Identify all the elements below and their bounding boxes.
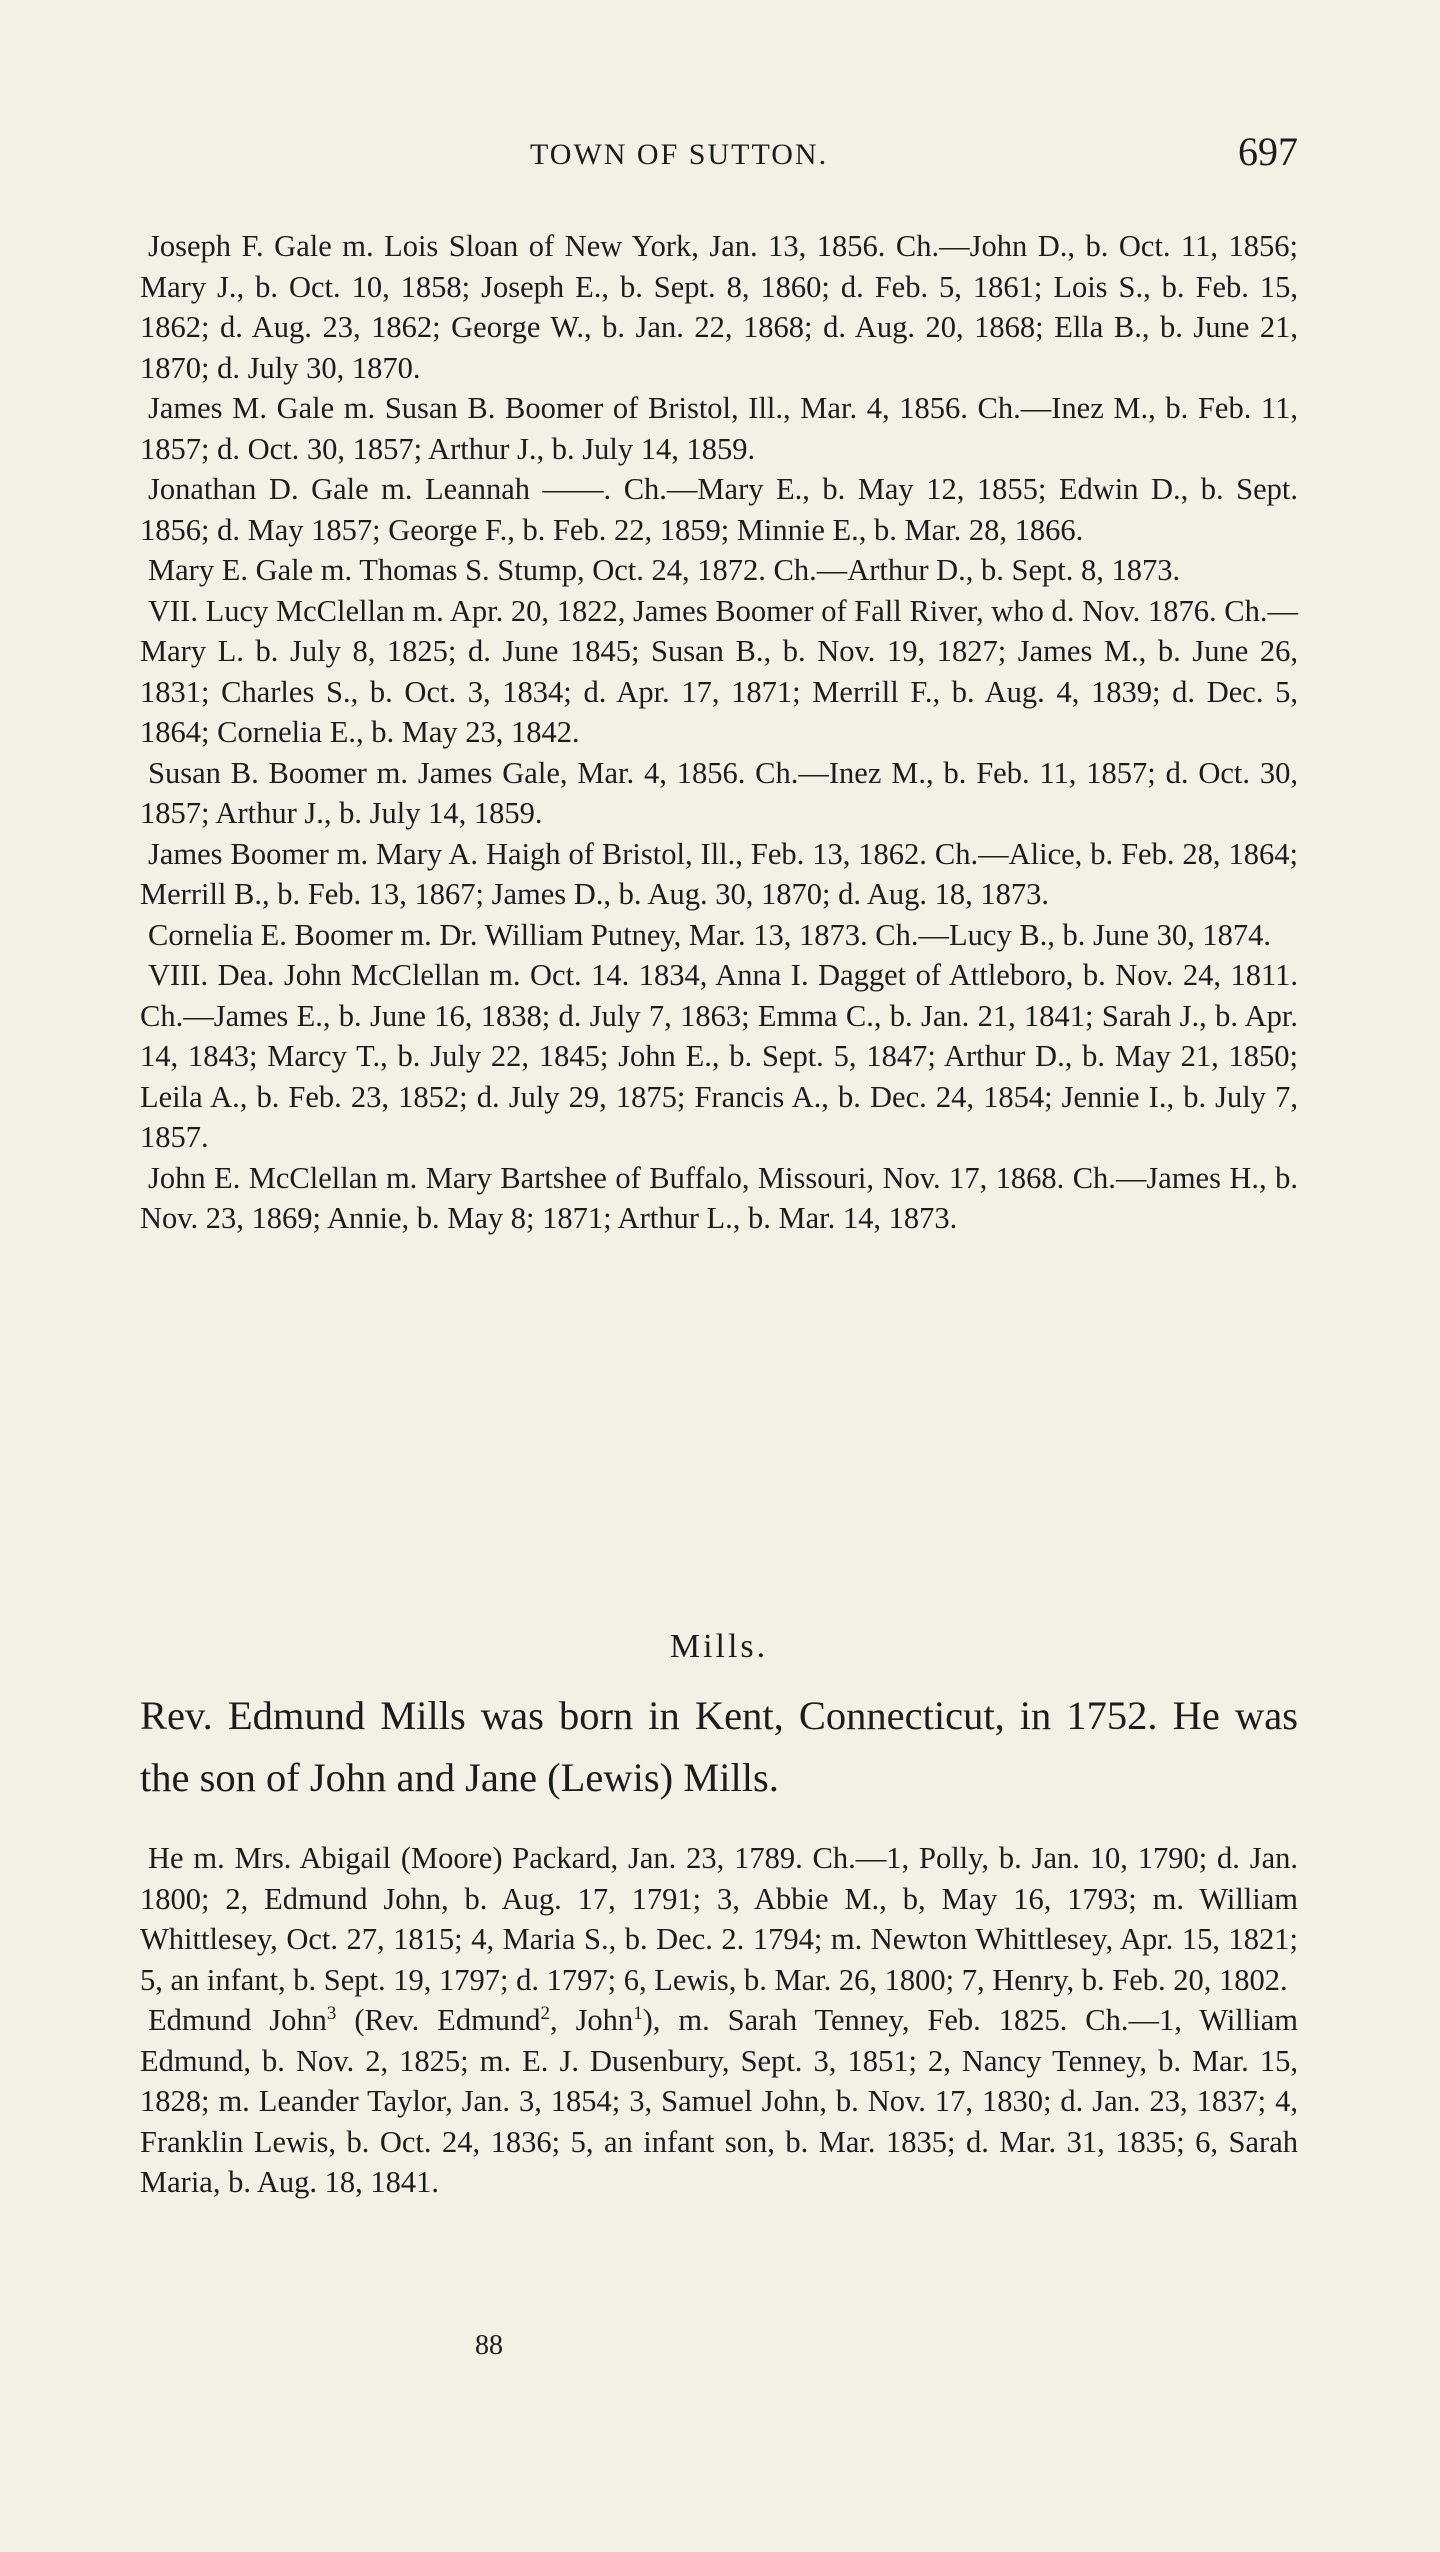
page-number: 697 bbox=[1238, 129, 1298, 174]
generation-superscript: 1 bbox=[633, 2002, 643, 2024]
entry-viii-john-mcclellan: VIII. Dea. John McClellan m. Oct. 14. 1834, Anna I. Dagget of Attleboro, b. Nov. 24, 1811. Ch.—James E., b. June 16, 1838; d. July 7, 1863; Emma C., b. Jan. 21, 1841; Sarah J., b. Apr. 14, 1843; Marcy T., b. July 22, 1845; John E., b. Sept. 5, 1847; Arthur D., b. May 21, 1850; Leila A., b. Feb. 23, 1852; d. July 29, 1875; Francis A., b. Dec. 24, 1854; Jennie I., b. July 7, 1857. bbox=[140, 958, 1298, 1154]
entry-cornelia-e-boomer: Cornelia E. Boomer m. Dr. William Putney, Mar. 13, 1873. Ch.—Lucy B., b. June 30, 1874. bbox=[148, 917, 1271, 952]
entry-james-m-gale: James M. Gale m. Susan B. Boomer of Bristol, Ill., Mar. 4, 1856. Ch.—Inez M., b. Feb. 11, 1857; d. Oct. 30, 1857; Arthur J., b. July 14, 1859. bbox=[140, 391, 1298, 466]
entry-james-boomer: James Boomer m. Mary A. Haigh of Bristol, Ill., Feb. 13, 1862. Ch.—Alice, b. Feb. 28, 1864; Merrill B., b. Feb. 13, 1867; James D., b. Aug. 30, 1870; d. Aug. 18, 1873. bbox=[140, 836, 1298, 911]
entry-jonathan-d-gale: Jonathan D. Gale m. Leannah ——. Ch.—Mary E., b. May 12, 1855; Edwin D., b. Sept. 1856; d. May 1857; George F., b. Feb. 22, 1859; Minnie E., b. Mar. 28, 1866. bbox=[140, 472, 1298, 547]
section-heading-mills: Mills. bbox=[669, 1628, 769, 1665]
signature-mark: 88 bbox=[475, 2330, 503, 2361]
running-head bbox=[140, 128, 1298, 178]
generation-superscript: 2 bbox=[540, 2002, 550, 2024]
entry-joseph-gale: Joseph F. Gale m. Lois Sloan of New York, Jan. 13, 1856. Ch.—John D., b. Oct. 11, 1856; Mary J., b. Oct. 10, 1858; Joseph E., b. Sept. 8, 1860; d. Feb. 5, 1861; Lois S., b. Feb. 15, 1862; d. Aug. 23, 1862; George W., b. Jan. 22, 1868; d. Aug. 20, 1868; Ella B., b. June 21, 1870; d. July 30, 1870. bbox=[140, 229, 1298, 385]
generation-superscript: 3 bbox=[326, 2002, 337, 2024]
entry-edmund-mills-marriage: He m. Mrs. Abigail (Moore) Packard, Jan. 23, 1789. Ch.—1, Polly, b. Jan. 10, 1790; d. Jan. 1800; 2, Edmund John, b. Aug. 17, 1791; 3, Abbie M., b, May 16, 1793; m. William Whittlesey, Oct. 27, 1815; 4, Maria S., b. Dec. 2. 1794; m. Newton Whittlesey, Apr. 15, 1821; 5, an infant, b. Sept. 19, 1797; d. 1797; 6, Lewis, b. Mar. 26, 1800; 7, Henry, b. Feb. 20, 1802. bbox=[140, 1841, 1298, 1997]
edmund-john-lineage: (Rev. Edmund bbox=[336, 2003, 541, 2037]
entry-mary-e-gale: Mary E. Gale m. Thomas S. Stump, Oct. 24, 1872. Ch.—Arthur D., b. Sept. 8, 1873. bbox=[148, 553, 1181, 587]
entry-edmund-john-mills bbox=[140, 2000, 1298, 2203]
entry-vii-lucy-mcclellan: VII. Lucy McClellan m. Apr. 20, 1822, James Boomer of Fall River, who d. Nov. 1876. Ch.—Mary L. b. July 8, 1825; d. June 1845; Susan B., b. Nov. 19, 1827; James M., b. June 26, 1831; Charles S., b. Oct. 3, 1834; d. Apr. 17, 1871; Merrill F., b. Aug. 4, 1839; d. Dec. 5, 1864; Cornelia E., b. May 23, 1842. bbox=[140, 593, 1298, 749]
mills-lead-paragraph: Rev. Edmund Mills was born in Kent, Connecticut, in 1752. He was the son of John and Jane (Lewis) Mills. bbox=[140, 1693, 1298, 1800]
edmund-john-lineage-john: , John bbox=[550, 2003, 634, 2037]
genealogy-entries bbox=[140, 226, 1298, 1239]
running-title: TOWN OF SUTTON. bbox=[530, 138, 829, 171]
edmund-john-name: Edmund John bbox=[148, 2003, 327, 2037]
entry-john-e-mcclellan: John E. McClellan m. Mary Bartshee of Buffalo, Missouri, Nov. 17, 1868. Ch.—James H., b. Nov. 23, 1869; Annie, b. May 8; 1871; Arthur L., b. Mar. 14, 1873. bbox=[140, 1160, 1298, 1235]
mills-entries bbox=[140, 1838, 1298, 2203]
edmund-john-details: ), m. Sarah Tenney, Feb. 1825. Ch.—1, William Edmund, b. Nov. 2, 1825; m. E. J. Dusenbury, Sept. 3, 1851; 2, Nancy Tenney, b. Mar. 15, 1828; m. Leander Taylor, Jan. 3, 1854; 3, Samuel John, b. Nov. 17, 1830; d. Jan. 23, 1837; 4, Franklin Lewis, b. Oct. 24, 1836; 5, an infant son, b. Mar. 1835; d. Mar. 31, 1835; 6, Sarah Maria, b. Aug. 18, 1841. bbox=[140, 2003, 1298, 2199]
entry-susan-b-boomer: Susan B. Boomer m. James Gale, Mar. 4, 1856. Ch.—Inez M., b. Feb. 11, 1857; d. Oct. 30, 1857; Arthur J., b. July 14, 1859. bbox=[140, 755, 1298, 830]
